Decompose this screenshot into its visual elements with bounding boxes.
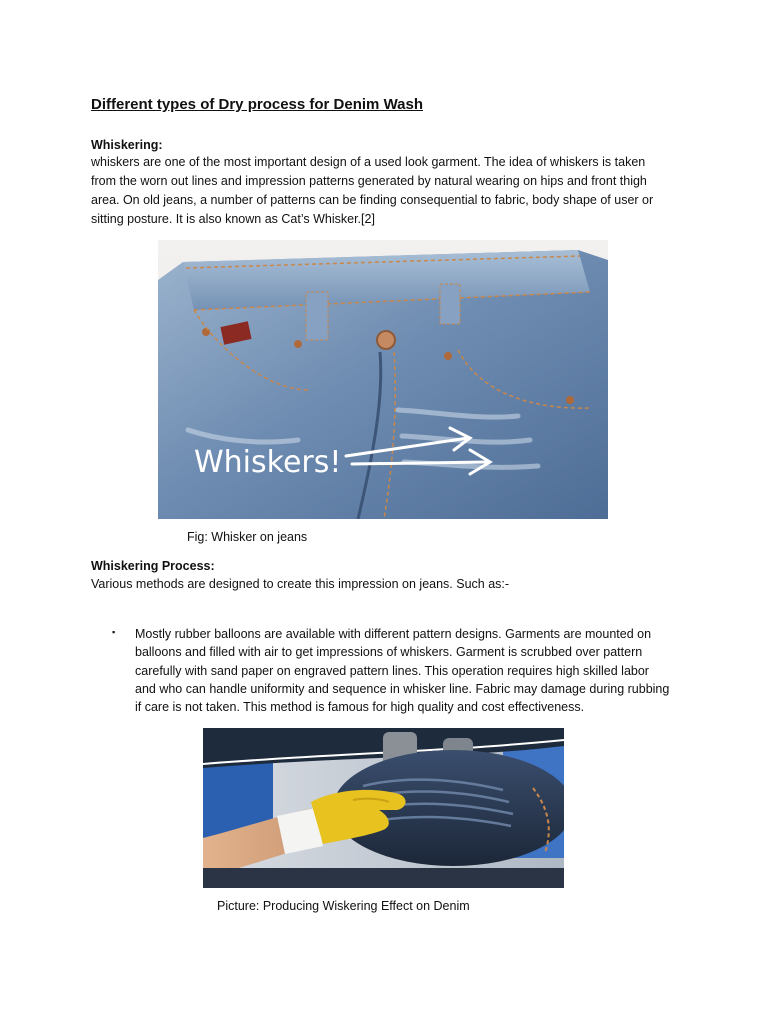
section-heading-whiskering-process: Whiskering Process:	[91, 559, 215, 573]
paragraph-line: whiskers are one of the most important design of a used look garment. The idea of whiskers is taken	[91, 155, 646, 169]
paragraph-line: area. On old jeans, a number of patterns can be finding consequential to fabric, body shape of user or	[91, 193, 654, 207]
whiskering-process-photo	[203, 728, 564, 888]
whiskers-overlay-label: Whiskers!	[194, 445, 342, 480]
whiskering-process-intro: Various methods are designed to create this impression on jeans. Such as:-	[91, 577, 510, 591]
paragraph-line: sitting posture. It is also known as Cat’s Whisker.[2]	[91, 212, 375, 226]
bullet-line: Mostly rubber balloons are available with different pattern designs. Garments are mounted on	[135, 627, 652, 641]
bullet-line: balloons and filled with air to get impressions of whiskers. Garment is scrubbed over pattern	[135, 645, 643, 660]
bullet-icon: ▪	[112, 627, 116, 637]
section-heading-whiskering: Whiskering:	[91, 138, 163, 152]
figure1-caption: Fig: Whisker on jeans	[187, 530, 308, 544]
bullet-paragraph	[135, 625, 695, 716]
paragraph-line: from the worn out lines and impression patterns generated by natural wearing on hips and front thigh	[91, 174, 647, 188]
figure2-caption: Picture: Producing Wiskering Effect on Denim	[217, 899, 470, 913]
bullet-line: carefully with sand paper on engraved pattern lines. This operation requires high skilled labor	[135, 663, 649, 678]
jeans-whiskers-photo	[158, 240, 608, 519]
bullet-line: and who can handle uniformity and sequence in whisker line. Fabric may damage during rubbing	[135, 681, 670, 696]
whiskering-paragraph	[91, 153, 691, 229]
bullet-line: if care is not taken. This method is famous for high quality and cost effectiveness.	[135, 700, 585, 715]
document-title: Different types of Dry process for Denim Wash	[91, 96, 424, 113]
